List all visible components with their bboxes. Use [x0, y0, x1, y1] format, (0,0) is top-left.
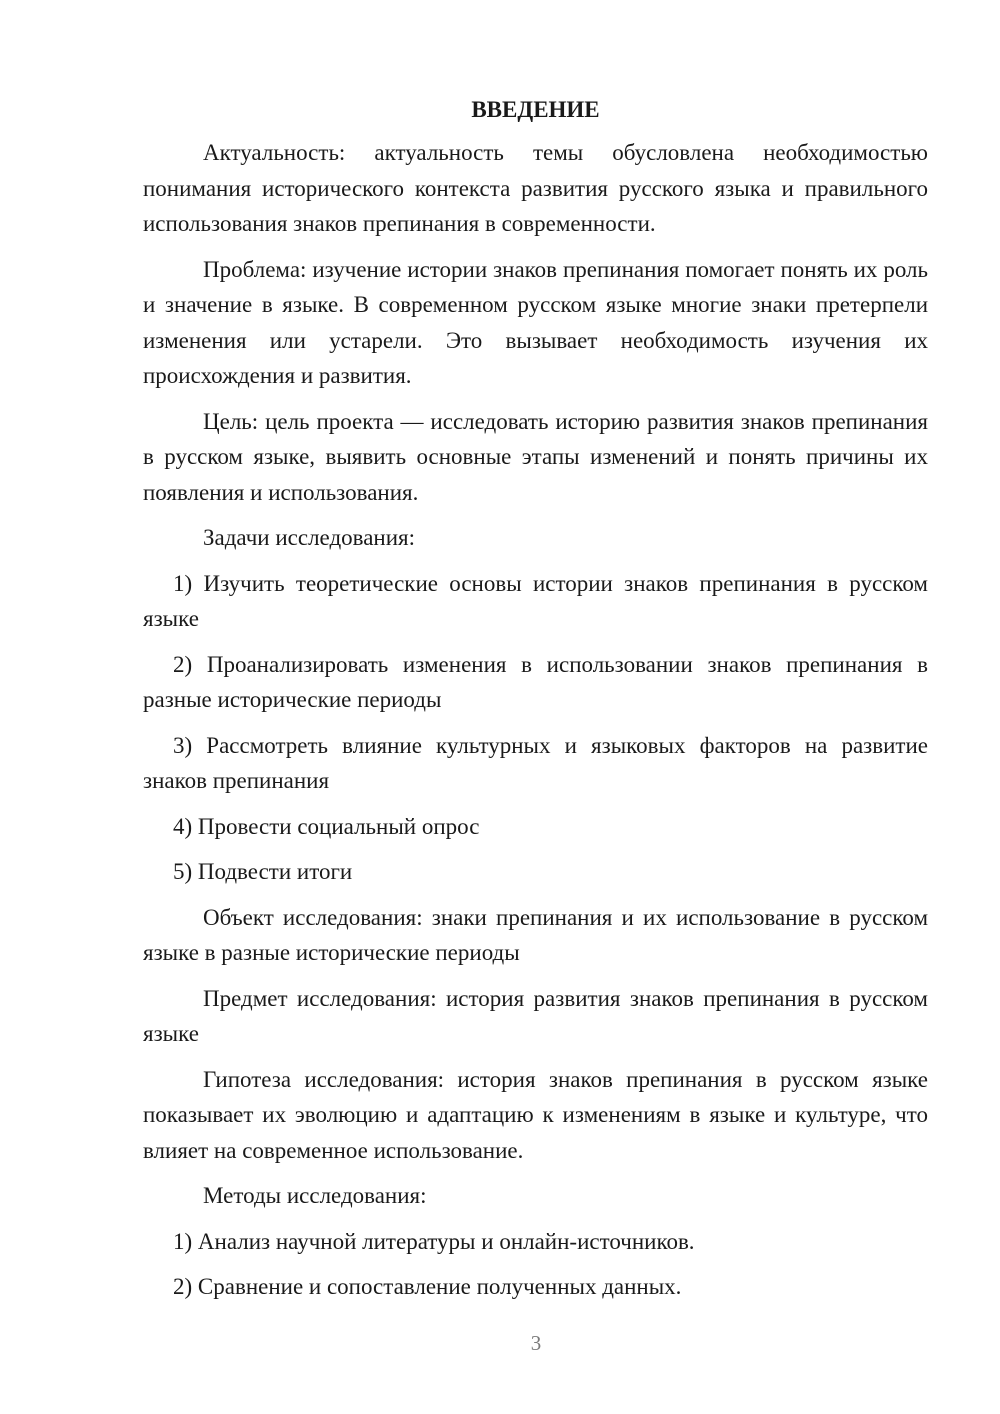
task-item: 5) Подвести итоги: [173, 859, 353, 884]
method-item: 1) Анализ научной литературы и онлайн-источников.: [173, 1228, 695, 1254]
task-item: 3) Рассмотреть влияние культурных и языковых факторов на развитие знаков препинания: [143, 732, 928, 793]
hypothesis-paragraph: Гипотеза исследования: история знаков препинания в русском языке показывает их эволюцию и адаптацию к изменениям в языке и культуре, что влияет на современное использование.: [143, 1066, 928, 1163]
methods-heading: Методы исследования:: [203, 1183, 427, 1208]
task-item: 2) Проанализировать изменения в использовании знаков препинания в разные исторические периоды: [143, 651, 928, 712]
relevance-paragraph: Актуальность: актуальность темы обусловлена необходимостью понимания исторического контекста развития русского языка и правильного использования знаков препинания в современности.: [143, 140, 928, 236]
problem-paragraph: Проблема: изучение истории знаков препинания помогает понять их роль и значение в языке. В современном русском языке многие знаки претерпели изменения или устарели. Это вызывает необходимость изучения их происхождения и развития.: [143, 256, 928, 388]
page-content: [143, 92, 928, 1315]
task-item: 4) Провести социальный опрос: [173, 813, 480, 839]
page-number: 3: [530, 1331, 542, 1355]
method-item: 2) Сравнение и сопоставление полученных данных.: [173, 1274, 682, 1299]
section-title: ВВЕДЕНИЕ: [471, 97, 600, 122]
task-item: 1) Изучить теоретические основы истории знаков препинания в русском языке: [143, 570, 928, 631]
goal-paragraph: Цель: цель проекта — исследовать историю развития знаков препинания в русском языке, выявить основные этапы изменений и понять причины их появления и использования.: [143, 408, 928, 505]
object-paragraph: Объект исследования: знаки препинания и их использование в русском языке в разные исторические периоды: [143, 904, 928, 965]
subject-paragraph: Предмет исследования: история развития знаков препинания в русском языке: [143, 985, 928, 1046]
tasks-heading: Задачи исследования:: [203, 525, 416, 550]
